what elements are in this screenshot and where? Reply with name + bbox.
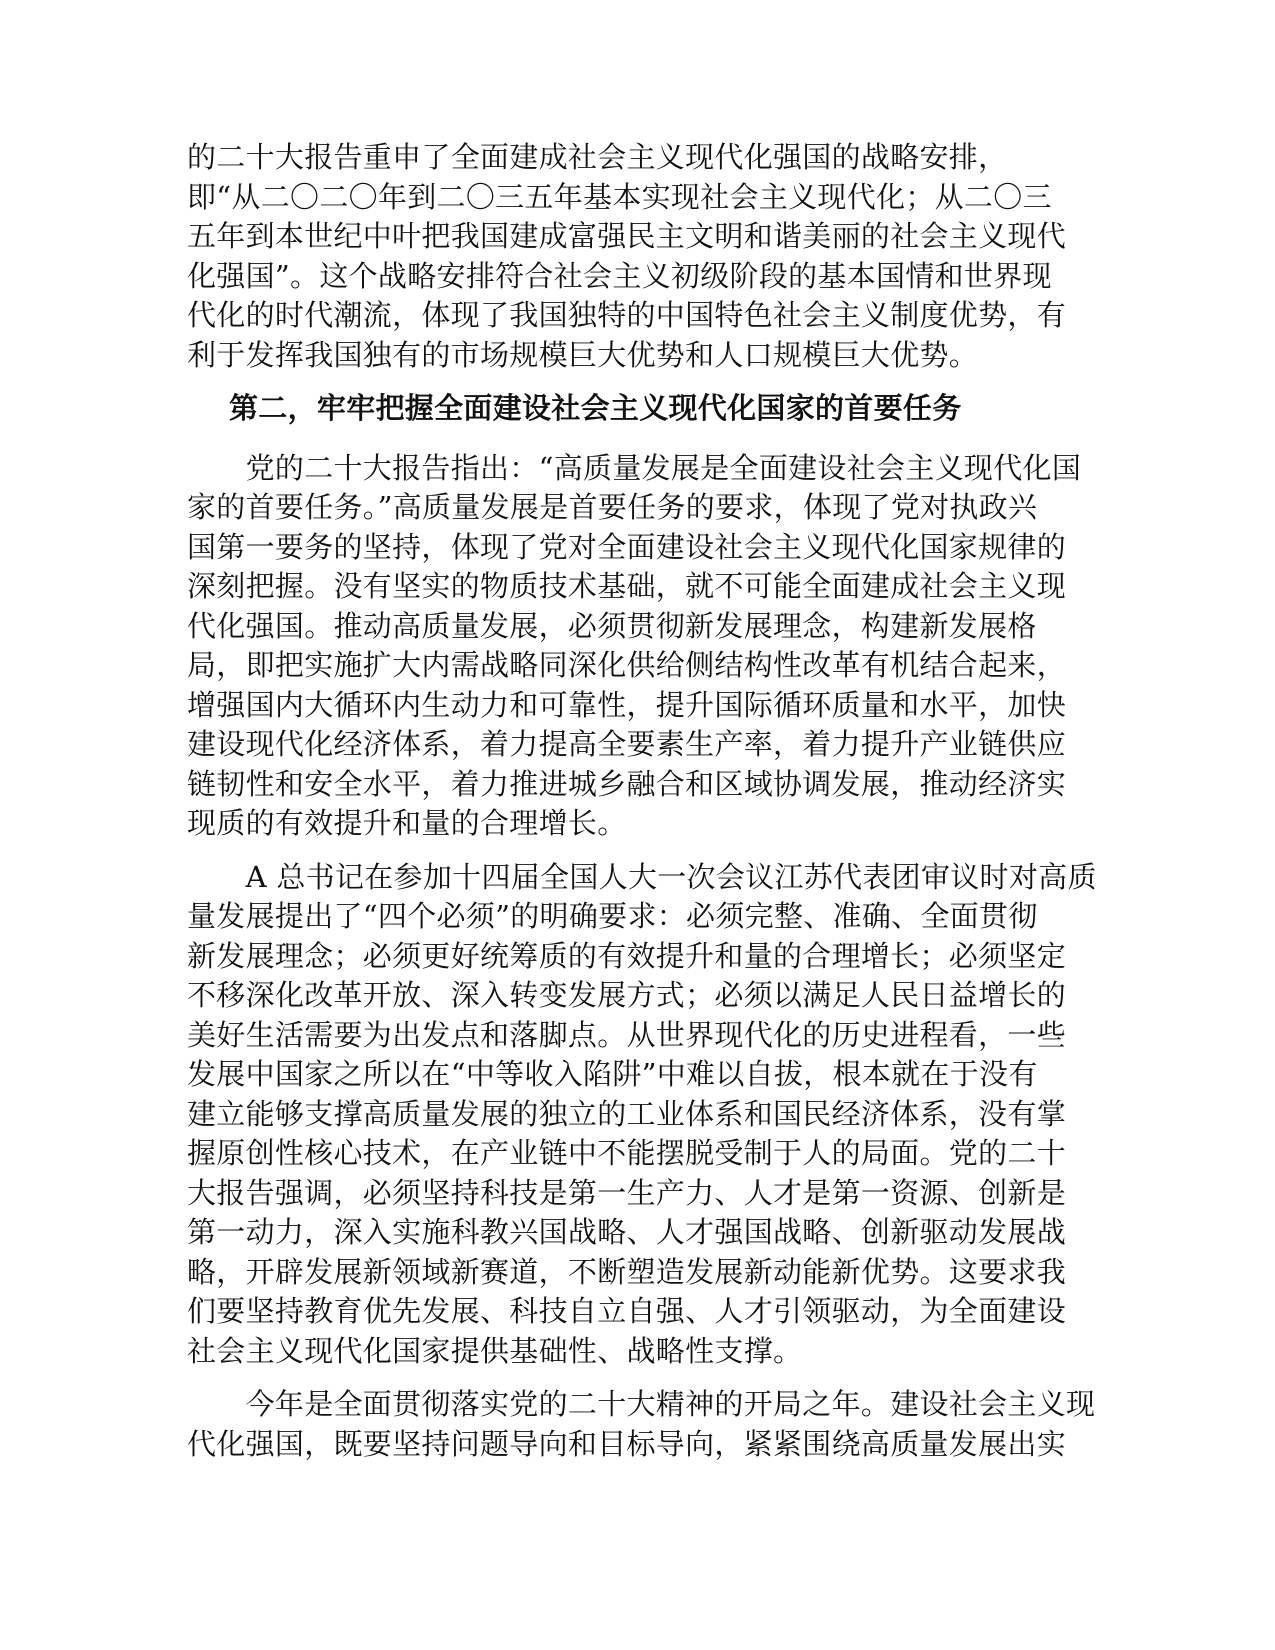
text-line: 大报告强调，必须坚持科技是第一生产力、人才是第一资源、创新是 bbox=[187, 1175, 1067, 1210]
text-line: 不移深化改革开放、深入转变发展方式；必须以满足人民日益增长的 bbox=[187, 978, 1067, 1012]
text-line: 的二十大报告重申了全面建成社会主义现代化强国的战略安排， bbox=[187, 140, 1008, 174]
text-line: 新发展理念；必须更好统筹质的有效提升和量的合理增长；必须坚定 bbox=[187, 938, 1067, 973]
text-line: 代化强国，既要坚持问题导向和目标导向，紧紧围绕高质量发展出实 bbox=[187, 1426, 1067, 1461]
text-line: 代化的时代潮流，体现了我国独特的中国特色社会主义制度优势，有 bbox=[187, 298, 1067, 332]
text-line: 建设现代化经济体系，着力提高全要素生产率，着力提升产业链供应 bbox=[187, 727, 1067, 761]
text-line: 利于发挥我国独有的市场规模巨大优势和人口规模巨大优势。 bbox=[187, 337, 979, 372]
text-line: 五年到本世纪中叶把我国建成富强民主文明和谐美丽的社会主义现代 bbox=[187, 219, 1067, 253]
text-line: 美好生活需要为出发点和落脚点。从世界现代化的历史进程看，一些 bbox=[187, 1017, 1067, 1052]
text-line: 国第一要务的坚持，体现了党对全面建设社会主义现代化国家规律的 bbox=[187, 529, 1067, 564]
paragraph-four-musts bbox=[187, 858, 1097, 1372]
text-line: 们要坚持教育优先发展、科技自立自强、人才引领驱动，为全面建设 bbox=[187, 1294, 1067, 1328]
text-line: 增强国内大循环内生动力和可靠性，提升国际循环质量和水平，加快 bbox=[187, 687, 1067, 722]
text-line: 社会主义现代化国家提供基础性、战略性支撑。 bbox=[187, 1333, 803, 1368]
text-line: 深刻把握。没有坚实的物质技术基础，就不可能全面建成社会主义现 bbox=[187, 569, 1067, 603]
text-line: 量发展提出了“四个必须”的明确要求：必须完整、准确、全面贯彻 bbox=[187, 899, 1038, 933]
text-line: 握原创性核心技术，在产业链中不能摆脱受制于人的局面。党的二十 bbox=[187, 1136, 1067, 1170]
document-page bbox=[187, 138, 1097, 1478]
text-line: A 总书记在参加十四届全国人大一次会议江苏代表团审议时对高质 bbox=[187, 859, 1097, 894]
paragraph-this-year bbox=[187, 1385, 1096, 1464]
text-line: 现质的有效提升和量的合理增长。 bbox=[187, 806, 627, 840]
text-line: 链韧性和安全水平，着力推进城乡融合和区域协调发展，推动经济实 bbox=[187, 766, 1067, 801]
text-line: 局，即把实施扩大内需战略同深化供给侧结构性改革有机结合起来， bbox=[187, 648, 1067, 682]
section-heading-text: 第二，牢牢把握全面建设社会主义现代化国家的首要任务 bbox=[229, 391, 962, 425]
section-heading bbox=[187, 389, 1067, 429]
paragraph-high-quality-development bbox=[187, 449, 1082, 844]
paragraph-strategy bbox=[187, 138, 1067, 375]
text-line: 今年是全面贯彻落实党的二十大精神的开局之年。建设社会主义现 bbox=[187, 1387, 1096, 1421]
text-line: 化强国”。这个战略安排符合社会主义初级阶段的基本国情和世界现 bbox=[187, 258, 1052, 293]
text-line: 第一动力，深入实施科教兴国战略、人才强国战略、创新驱动发展战 bbox=[187, 1215, 1067, 1249]
text-line: 建立能够支撑高质量发展的独立的工业体系和国民经济体系，没有掌 bbox=[187, 1096, 1067, 1131]
text-line: 即“从二〇二〇年到二〇三五年基本实现社会主义现代化；从二〇三 bbox=[187, 179, 1052, 214]
text-line: 党的二十大报告指出：“高质量发展是全面建设社会主义现代化国 bbox=[187, 450, 1082, 485]
text-line: 代化强国。推动高质量发展，必须贯彻新发展理念，构建新发展格 bbox=[187, 608, 1037, 643]
text-line: 家的首要任务。”高质量发展是首要任务的要求，体现了党对执政兴 bbox=[187, 490, 1038, 524]
text-line: 发展中国家之所以在“中等收入陷阱”中难以自拔，根本就在于没有 bbox=[187, 1057, 1038, 1091]
text-line: 略，开辟发展新领域新赛道，不断塑造发展新动能新优势。这要求我 bbox=[187, 1254, 1067, 1289]
